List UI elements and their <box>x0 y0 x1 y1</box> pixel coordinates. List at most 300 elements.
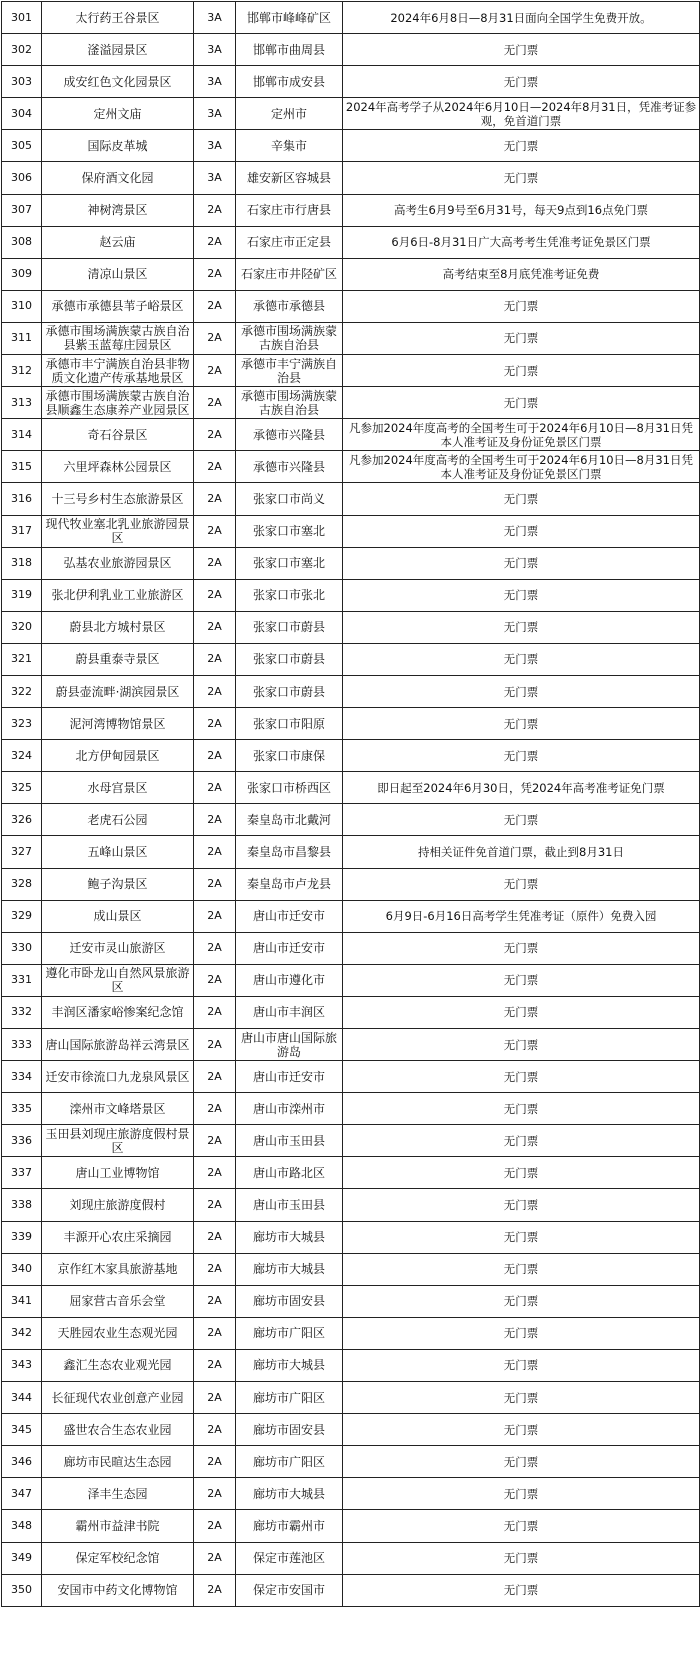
row-number-cell: 304 <box>2 98 42 130</box>
scenic-spot-name-cell: 丰润区潘家峪惨案纪念馆 <box>42 996 194 1028</box>
scenic-spot-name-cell: 滏溢园景区 <box>42 34 194 66</box>
table-row <box>2 1317 700 1349</box>
ticket-policy-cell: 无门票 <box>343 34 700 66</box>
row-number-cell: 309 <box>2 258 42 290</box>
scenic-spot-name-cell: 清凉山景区 <box>42 258 194 290</box>
ticket-policy-cell: 无门票 <box>343 1414 700 1446</box>
row-number-cell: 345 <box>2 1414 42 1446</box>
location-cell: 唐山市玉田县 <box>236 1189 343 1221</box>
rating-level-cell: 2A <box>194 1382 236 1414</box>
table-row <box>2 98 700 130</box>
location-cell: 张家口市张北 <box>236 579 343 611</box>
scenic-spot-name-cell: 天胜园农业生态观光园 <box>42 1317 194 1349</box>
row-number-cell: 335 <box>2 1093 42 1125</box>
scenic-spot-name-cell: 蔚县重泰寺景区 <box>42 643 194 675</box>
scenic-spot-name-cell: 蔚县北方城村景区 <box>42 611 194 643</box>
location-cell: 承德市围场满族蒙古族自治县 <box>236 387 343 419</box>
table-row <box>2 1125 700 1157</box>
ticket-policy-cell: 高考结束至8月底凭准考证免费 <box>343 258 700 290</box>
rating-level-cell: 2A <box>194 547 236 579</box>
location-cell: 承德市丰宁满族自治县 <box>236 355 343 387</box>
scenic-spot-name-cell: 迁安市灵山旅游区 <box>42 932 194 964</box>
scenic-spot-name-cell: 玉田县刘现庄旅游度假村景区 <box>42 1125 194 1157</box>
scenic-spot-name-cell: 蔚县壶流畔·湖滨园景区 <box>42 675 194 707</box>
ticket-policy-cell: 无门票 <box>343 1478 700 1510</box>
table-body <box>2 2 700 1607</box>
ticket-policy-cell: 无门票 <box>343 1446 700 1478</box>
rating-level-cell: 2A <box>194 1061 236 1093</box>
row-number-cell: 301 <box>2 2 42 34</box>
table-row <box>2 804 700 836</box>
scenic-spot-name-cell: 遵化市卧龙山自然风景旅游区 <box>42 964 194 996</box>
ticket-policy-cell: 无门票 <box>343 1382 700 1414</box>
location-cell: 廊坊市大城县 <box>236 1221 343 1253</box>
table-row <box>2 387 700 419</box>
ticket-policy-cell: 6月9日-6月16日高考学生凭准考证（原件）免费入园 <box>343 900 700 932</box>
scenic-spot-name-cell: 五峰山景区 <box>42 836 194 868</box>
ticket-policy-cell: 无门票 <box>343 1061 700 1093</box>
scenic-spot-name-cell: 六里坪森林公园景区 <box>42 451 194 483</box>
ticket-policy-cell: 无门票 <box>343 964 700 996</box>
location-cell: 石家庄市井陉矿区 <box>236 258 343 290</box>
row-number-cell: 319 <box>2 579 42 611</box>
table-row <box>2 1478 700 1510</box>
row-number-cell: 320 <box>2 611 42 643</box>
location-cell: 唐山市迁安市 <box>236 1061 343 1093</box>
location-cell: 辛集市 <box>236 130 343 162</box>
ticket-policy-cell: 无门票 <box>343 387 700 419</box>
table-row <box>2 1382 700 1414</box>
location-cell: 邯郸市曲周县 <box>236 34 343 66</box>
table-row <box>2 290 700 322</box>
scenic-spot-name-cell: 太行药王谷景区 <box>42 2 194 34</box>
ticket-policy-cell: 无门票 <box>343 1125 700 1157</box>
table-row <box>2 579 700 611</box>
row-number-cell: 305 <box>2 130 42 162</box>
rating-level-cell: 2A <box>194 996 236 1028</box>
ticket-policy-cell: 无门票 <box>343 1317 700 1349</box>
row-number-cell: 322 <box>2 675 42 707</box>
location-cell: 秦皇岛市北戴河 <box>236 804 343 836</box>
table-row <box>2 675 700 707</box>
scenic-spot-name-cell: 刘现庄旅游度假村 <box>42 1189 194 1221</box>
rating-level-cell: 2A <box>194 900 236 932</box>
table-row <box>2 1446 700 1478</box>
scenic-spot-name-cell: 承德市丰宁满族自治县非物质文化遗产传承基地景区 <box>42 355 194 387</box>
rating-level-cell: 2A <box>194 1349 236 1381</box>
rating-level-cell: 2A <box>194 1542 236 1574</box>
ticket-policy-cell: 无门票 <box>343 868 700 900</box>
location-cell: 唐山市滦州市 <box>236 1093 343 1125</box>
row-number-cell: 336 <box>2 1125 42 1157</box>
location-cell: 唐山市遵化市 <box>236 964 343 996</box>
table-row <box>2 836 700 868</box>
scenic-spot-name-cell: 屈家营古音乐会堂 <box>42 1285 194 1317</box>
ticket-policy-cell: 无门票 <box>343 996 700 1028</box>
rating-level-cell: 3A <box>194 98 236 130</box>
location-cell: 唐山市唐山国际旅游岛 <box>236 1029 343 1061</box>
table-row <box>2 708 700 740</box>
scenic-spot-name-cell: 十三号乡村生态旅游景区 <box>42 483 194 515</box>
location-cell: 唐山市路北区 <box>236 1157 343 1189</box>
rating-level-cell: 2A <box>194 740 236 772</box>
scenic-spot-name-cell: 赵云庙 <box>42 226 194 258</box>
rating-level-cell: 2A <box>194 515 236 547</box>
row-number-cell: 314 <box>2 419 42 451</box>
row-number-cell: 334 <box>2 1061 42 1093</box>
table-row <box>2 996 700 1028</box>
rating-level-cell: 2A <box>194 1253 236 1285</box>
table-row <box>2 162 700 194</box>
ticket-policy-cell: 无门票 <box>343 1093 700 1125</box>
location-cell: 张家口市蔚县 <box>236 611 343 643</box>
rating-level-cell: 3A <box>194 66 236 98</box>
ticket-policy-cell: 高考生6月9号至6月31号，每天9点到16点免门票 <box>343 194 700 226</box>
row-number-cell: 316 <box>2 483 42 515</box>
table-row <box>2 964 700 996</box>
row-number-cell: 327 <box>2 836 42 868</box>
table-row <box>2 130 700 162</box>
ticket-policy-cell: 持相关证件免首道门票，截止到8月31日 <box>343 836 700 868</box>
ticket-policy-cell: 无门票 <box>343 1157 700 1189</box>
row-number-cell: 308 <box>2 226 42 258</box>
table-row <box>2 611 700 643</box>
row-number-cell: 326 <box>2 804 42 836</box>
location-cell: 廊坊市固安县 <box>236 1285 343 1317</box>
table-row <box>2 1349 700 1381</box>
rating-level-cell: 2A <box>194 708 236 740</box>
table-row <box>2 1189 700 1221</box>
ticket-policy-cell: 凡参加2024年度高考的全国考生可于2024年6月10日—8月31日凭本人准考证及身份证免景区门票 <box>343 419 700 451</box>
scenic-spot-name-cell: 安国市中药文化博物馆 <box>42 1574 194 1606</box>
table-row <box>2 1157 700 1189</box>
row-number-cell: 347 <box>2 1478 42 1510</box>
table-row <box>2 515 700 547</box>
location-cell: 张家口市塞北 <box>236 515 343 547</box>
ticket-policy-cell: 无门票 <box>343 675 700 707</box>
row-number-cell: 303 <box>2 66 42 98</box>
row-number-cell: 332 <box>2 996 42 1028</box>
scenic-spot-name-cell: 老虎石公园 <box>42 804 194 836</box>
scenic-spot-name-cell: 丰源开心农庄采摘园 <box>42 1221 194 1253</box>
row-number-cell: 341 <box>2 1285 42 1317</box>
scenic-spot-name-cell: 奇石谷景区 <box>42 419 194 451</box>
scenic-spot-name-cell: 国际皮革城 <box>42 130 194 162</box>
table-row <box>2 2 700 34</box>
ticket-policy-cell: 无门票 <box>343 290 700 322</box>
rating-level-cell: 2A <box>194 1157 236 1189</box>
location-cell: 承德市兴隆县 <box>236 419 343 451</box>
table-row <box>2 1253 700 1285</box>
scenic-spot-name-cell: 唐山国际旅游岛祥云湾景区 <box>42 1029 194 1061</box>
location-cell: 廊坊市固安县 <box>236 1414 343 1446</box>
row-number-cell: 339 <box>2 1221 42 1253</box>
ticket-policy-cell: 无门票 <box>343 66 700 98</box>
rating-level-cell: 3A <box>194 162 236 194</box>
row-number-cell: 306 <box>2 162 42 194</box>
row-number-cell: 348 <box>2 1510 42 1542</box>
rating-level-cell: 2A <box>194 226 236 258</box>
rating-level-cell: 2A <box>194 772 236 804</box>
table-row <box>2 1061 700 1093</box>
ticket-policy-cell: 无门票 <box>343 1542 700 1574</box>
scenic-spot-name-cell: 承德市承德县苇子峪景区 <box>42 290 194 322</box>
location-cell: 邯郸市成安县 <box>236 66 343 98</box>
scenic-spot-name-cell: 霸州市益津书院 <box>42 1510 194 1542</box>
ticket-policy-cell: 无门票 <box>343 162 700 194</box>
rating-level-cell: 2A <box>194 194 236 226</box>
table-row <box>2 322 700 354</box>
scenic-spot-name-cell: 保定军校纪念馆 <box>42 1542 194 1574</box>
location-cell: 秦皇岛市昌黎县 <box>236 836 343 868</box>
location-cell: 秦皇岛市卢龙县 <box>236 868 343 900</box>
rating-level-cell: 2A <box>194 964 236 996</box>
rating-level-cell: 2A <box>194 1317 236 1349</box>
ticket-policy-cell: 无门票 <box>343 483 700 515</box>
row-number-cell: 302 <box>2 34 42 66</box>
rating-level-cell: 2A <box>194 611 236 643</box>
rating-level-cell: 3A <box>194 2 236 34</box>
scenic-spot-name-cell: 成安红色文化园景区 <box>42 66 194 98</box>
location-cell: 唐山市迁安市 <box>236 900 343 932</box>
ticket-policy-cell: 无门票 <box>343 355 700 387</box>
row-number-cell: 317 <box>2 515 42 547</box>
location-cell: 廊坊市大城县 <box>236 1349 343 1381</box>
scenic-spot-name-cell: 迁安市徐流口九龙泉风景区 <box>42 1061 194 1093</box>
location-cell: 张家口市蔚县 <box>236 675 343 707</box>
location-cell: 定州市 <box>236 98 343 130</box>
row-number-cell: 340 <box>2 1253 42 1285</box>
scenic-spot-name-cell: 承德市围场满族蒙古族自治县顺鑫生态康养产业园景区 <box>42 387 194 419</box>
row-number-cell: 330 <box>2 932 42 964</box>
table-row <box>2 643 700 675</box>
rating-level-cell: 2A <box>194 675 236 707</box>
rating-level-cell: 2A <box>194 290 236 322</box>
scenic-spot-table <box>1 1 700 1607</box>
scenic-spot-name-cell: 泽丰生态园 <box>42 1478 194 1510</box>
ticket-policy-cell: 无门票 <box>343 515 700 547</box>
rating-level-cell: 2A <box>194 355 236 387</box>
rating-level-cell: 2A <box>194 322 236 354</box>
location-cell: 廊坊市广阳区 <box>236 1317 343 1349</box>
scenic-spot-name-cell: 现代牧业塞北乳业旅游园景区 <box>42 515 194 547</box>
row-number-cell: 315 <box>2 451 42 483</box>
table-row <box>2 547 700 579</box>
location-cell: 张家口市桥西区 <box>236 772 343 804</box>
scenic-spot-name-cell: 神树湾景区 <box>42 194 194 226</box>
row-number-cell: 328 <box>2 868 42 900</box>
location-cell: 保定市莲池区 <box>236 1542 343 1574</box>
rating-level-cell: 2A <box>194 1125 236 1157</box>
row-number-cell: 346 <box>2 1446 42 1478</box>
scenic-spot-name-cell: 定州文庙 <box>42 98 194 130</box>
scenic-spot-name-cell: 北方伊甸园景区 <box>42 740 194 772</box>
rating-level-cell: 2A <box>194 451 236 483</box>
scenic-spot-name-cell: 鑫汇生态农业观光园 <box>42 1349 194 1381</box>
location-cell: 廊坊市广阳区 <box>236 1382 343 1414</box>
rating-level-cell: 2A <box>194 1446 236 1478</box>
row-number-cell: 312 <box>2 355 42 387</box>
scenic-spot-name-cell: 廊坊市民暄达生态园 <box>42 1446 194 1478</box>
rating-level-cell: 2A <box>194 643 236 675</box>
table-row <box>2 900 700 932</box>
rating-level-cell: 2A <box>194 258 236 290</box>
table-row <box>2 1510 700 1542</box>
rating-level-cell: 2A <box>194 932 236 964</box>
row-number-cell: 324 <box>2 740 42 772</box>
ticket-policy-cell: 即日起至2024年6月30日，凭2024年高考准考证免门票 <box>343 772 700 804</box>
rating-level-cell: 3A <box>194 34 236 66</box>
location-cell: 唐山市玉田县 <box>236 1125 343 1157</box>
scenic-spot-name-cell: 长征现代农业创意产业园 <box>42 1382 194 1414</box>
row-number-cell: 337 <box>2 1157 42 1189</box>
ticket-policy-cell: 无门票 <box>343 708 700 740</box>
row-number-cell: 350 <box>2 1574 42 1606</box>
table-row <box>2 34 700 66</box>
ticket-policy-cell: 无门票 <box>343 1189 700 1221</box>
rating-level-cell: 2A <box>194 387 236 419</box>
scenic-spot-name-cell: 张北伊利乳业工业旅游区 <box>42 579 194 611</box>
rating-level-cell: 2A <box>194 579 236 611</box>
location-cell: 承德市承德县 <box>236 290 343 322</box>
table-row <box>2 1029 700 1061</box>
location-cell: 承德市兴隆县 <box>236 451 343 483</box>
location-cell: 张家口市塞北 <box>236 547 343 579</box>
table-row <box>2 1414 700 1446</box>
table-row <box>2 355 700 387</box>
ticket-policy-cell: 6月6日-8月31日广大高考考生凭准考证免景区门票 <box>343 226 700 258</box>
rating-level-cell: 2A <box>194 804 236 836</box>
table-row <box>2 483 700 515</box>
rating-level-cell: 2A <box>194 419 236 451</box>
scenic-spot-name-cell: 成山景区 <box>42 900 194 932</box>
row-number-cell: 329 <box>2 900 42 932</box>
table-row <box>2 1093 700 1125</box>
rating-level-cell: 2A <box>194 1285 236 1317</box>
rating-level-cell: 2A <box>194 1093 236 1125</box>
location-cell: 承德市围场满族蒙古族自治县 <box>236 322 343 354</box>
location-cell: 廊坊市大城县 <box>236 1253 343 1285</box>
ticket-policy-cell: 无门票 <box>343 1285 700 1317</box>
rating-level-cell: 2A <box>194 1029 236 1061</box>
ticket-policy-cell: 无门票 <box>343 130 700 162</box>
location-cell: 张家口市蔚县 <box>236 643 343 675</box>
table-row <box>2 419 700 451</box>
row-number-cell: 318 <box>2 547 42 579</box>
scenic-spot-name-cell: 京作红木家具旅游基地 <box>42 1253 194 1285</box>
ticket-policy-cell: 2024年6月8日—8月31日面向全国学生免费开放。 <box>343 2 700 34</box>
table-row <box>2 1285 700 1317</box>
ticket-policy-cell: 无门票 <box>343 322 700 354</box>
location-cell: 张家口市康保 <box>236 740 343 772</box>
ticket-policy-cell: 无门票 <box>343 611 700 643</box>
scenic-spot-name-cell: 唐山工业博物馆 <box>42 1157 194 1189</box>
ticket-policy-cell: 无门票 <box>343 804 700 836</box>
ticket-policy-cell: 凡参加2024年度高考的全国考生可于2024年6月10日—8月31日凭本人准考证及身份证免景区门票 <box>343 451 700 483</box>
location-cell: 廊坊市霸州市 <box>236 1510 343 1542</box>
row-number-cell: 342 <box>2 1317 42 1349</box>
table-row <box>2 258 700 290</box>
row-number-cell: 344 <box>2 1382 42 1414</box>
scenic-spot-name-cell: 承德市围场满族蒙古族自治县紫玉蓝莓庄园景区 <box>42 322 194 354</box>
row-number-cell: 325 <box>2 772 42 804</box>
table-row <box>2 194 700 226</box>
row-number-cell: 338 <box>2 1189 42 1221</box>
ticket-policy-cell: 无门票 <box>343 932 700 964</box>
table-row <box>2 868 700 900</box>
ticket-policy-cell: 无门票 <box>343 579 700 611</box>
table-row <box>2 1221 700 1253</box>
scenic-spot-name-cell: 保府酒文化园 <box>42 162 194 194</box>
location-cell: 廊坊市大城县 <box>236 1478 343 1510</box>
location-cell: 保定市安国市 <box>236 1574 343 1606</box>
table-row <box>2 1542 700 1574</box>
ticket-policy-cell: 无门票 <box>343 740 700 772</box>
scenic-spot-name-cell: 泥河湾博物馆景区 <box>42 708 194 740</box>
table-row <box>2 772 700 804</box>
location-cell: 石家庄市正定县 <box>236 226 343 258</box>
ticket-policy-cell: 无门票 <box>343 547 700 579</box>
row-number-cell: 349 <box>2 1542 42 1574</box>
row-number-cell: 321 <box>2 643 42 675</box>
rating-level-cell: 2A <box>194 1478 236 1510</box>
rating-level-cell: 2A <box>194 836 236 868</box>
row-number-cell: 331 <box>2 964 42 996</box>
row-number-cell: 323 <box>2 708 42 740</box>
scenic-spot-name-cell: 水母宫景区 <box>42 772 194 804</box>
row-number-cell: 310 <box>2 290 42 322</box>
rating-level-cell: 2A <box>194 483 236 515</box>
ticket-policy-cell: 无门票 <box>343 1574 700 1606</box>
rating-level-cell: 2A <box>194 1189 236 1221</box>
ticket-policy-cell: 无门票 <box>343 643 700 675</box>
ticket-policy-cell: 无门票 <box>343 1510 700 1542</box>
row-number-cell: 333 <box>2 1029 42 1061</box>
scenic-spot-name-cell: 滦州市文峰塔景区 <box>42 1093 194 1125</box>
scenic-spot-name-cell: 盛世农合生态农业园 <box>42 1414 194 1446</box>
location-cell: 廊坊市广阳区 <box>236 1446 343 1478</box>
row-number-cell: 307 <box>2 194 42 226</box>
scenic-spot-name-cell: 弘基农业旅游园景区 <box>42 547 194 579</box>
rating-level-cell: 2A <box>194 868 236 900</box>
rating-level-cell: 2A <box>194 1414 236 1446</box>
rating-level-cell: 3A <box>194 130 236 162</box>
rating-level-cell: 2A <box>194 1574 236 1606</box>
location-cell: 雄安新区容城县 <box>236 162 343 194</box>
location-cell: 张家口市阳原 <box>236 708 343 740</box>
location-cell: 石家庄市行唐县 <box>236 194 343 226</box>
table-row <box>2 932 700 964</box>
row-number-cell: 311 <box>2 322 42 354</box>
ticket-policy-cell: 2024年高考学子从2024年6月10日—2024年8月31日，凭准考证参观，免首道门票 <box>343 98 700 130</box>
table-row <box>2 66 700 98</box>
rating-level-cell: 2A <box>194 1221 236 1253</box>
ticket-policy-cell: 无门票 <box>343 1349 700 1381</box>
ticket-policy-cell: 无门票 <box>343 1029 700 1061</box>
location-cell: 唐山市丰润区 <box>236 996 343 1028</box>
table-row <box>2 226 700 258</box>
location-cell: 邯郸市峰峰矿区 <box>236 2 343 34</box>
rating-level-cell: 2A <box>194 1510 236 1542</box>
scenic-spot-name-cell: 鲍子沟景区 <box>42 868 194 900</box>
table-row <box>2 1574 700 1606</box>
table-row <box>2 451 700 483</box>
location-cell: 张家口市尚义 <box>236 483 343 515</box>
table-row <box>2 740 700 772</box>
ticket-policy-cell: 无门票 <box>343 1253 700 1285</box>
ticket-policy-cell: 无门票 <box>343 1221 700 1253</box>
location-cell: 唐山市迁安市 <box>236 932 343 964</box>
